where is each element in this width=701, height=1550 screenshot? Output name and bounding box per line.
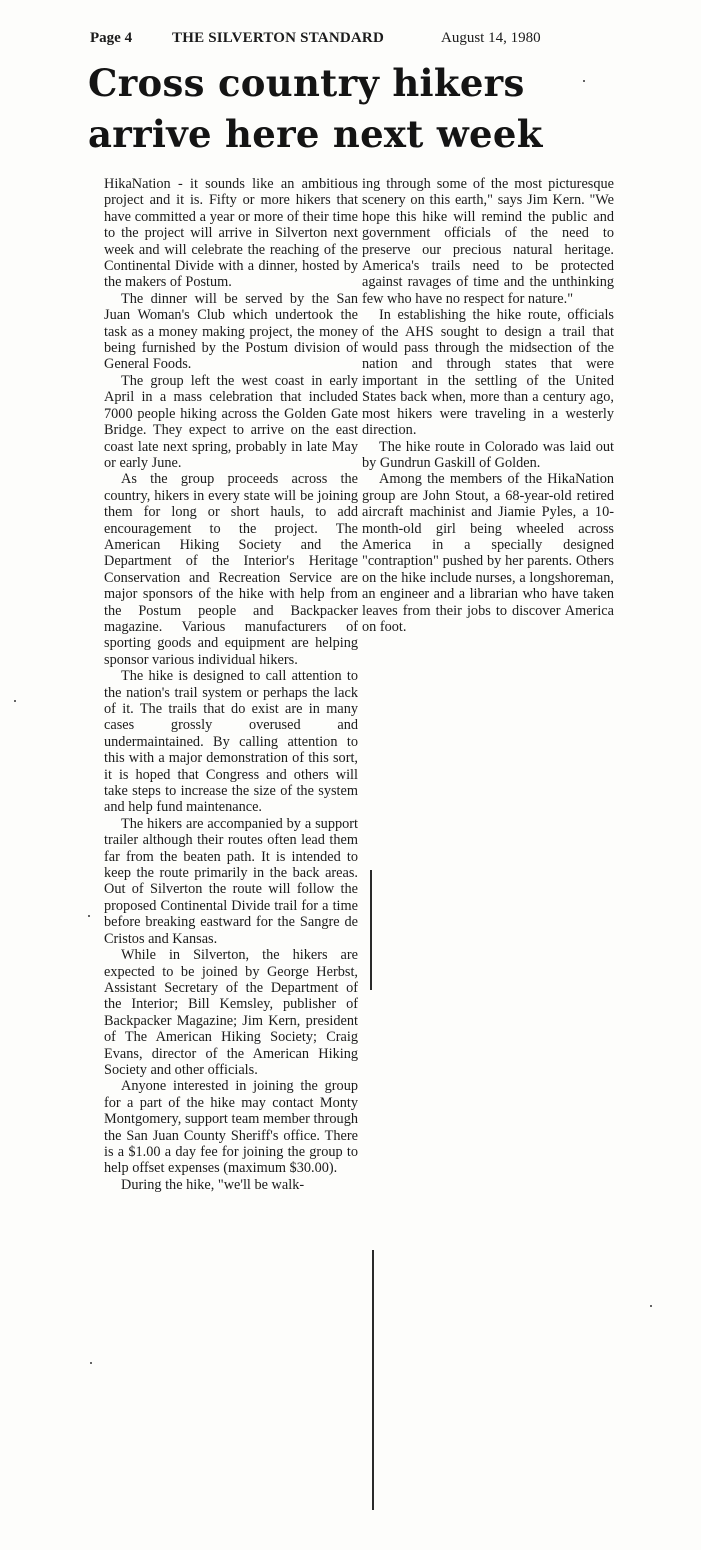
paragraph: Anyone interested in joining the group for a part of the hike may contact Monty Montgomery, support team member through the San Juan County Sheriff's office. There is a $1.00 a day fee for joining the group to help offset expenses (maximum $30.00). [104,1078,358,1177]
speck [88,915,90,917]
paragraph: The hikers are accompanied by a support trailer although their routes often lead them far from the beaten path. It is intended to keep the route primarily in the back areas. Out of Silverton the route will follow the proposed Continental Divide trail for a time before breaking eastward for the Sangre de Cristos and Kansas. [104,815,358,947]
paragraph: The group left the west coast in early April in a mass celebration that included 7000 people hiking across the Golden Gate Bridge. They expect to arrive on the east coast late next spring, probably in late May or early June. [104,372,358,471]
speck [90,1362,92,1364]
speck [14,700,16,702]
masthead [86,28,566,50]
newspaper-name: THE SILVERTON STANDARD [172,30,384,46]
page-number: Page 4 [90,30,133,46]
article-column-right [362,176,614,635]
paragraph: In establishing the hike route, officials of the AHS sought to design a trail that would pass through the midsection of the nation and through states that were important in the settling of the United States back when, more than a century ago, most hikers were traveling in a westerly direction. [362,307,614,439]
column-rule-mark [372,1250,374,1510]
headline [88,58,568,160]
article-column-left [104,176,358,1193]
headline-line-2: arrive here next week [88,112,543,156]
paragraph: The dinner will be served by the San Juan Woman's Club which undertook the task as a money making project, the money being furnished by the Postum division of General Foods. [104,290,358,373]
column-rule-mark [370,870,372,990]
issue-date: August 14, 1980 [441,30,541,46]
speck [583,80,585,82]
paragraph: HikaNation - it sounds like an ambitious project and it is. Fifty or more hikers that have committed a year or more of their time to the project will arrive in Silverton next week and will celebrate the reaching of the Continental Divide with a dinner, hosted by the makers of Postum. [104,176,358,291]
paragraph: The hike route in Colorado was laid out by Gundrun Gaskill of Golden. [362,438,614,471]
paragraph: Among the members of the HikaNation group are John Stout, a 68-year-old retired aircraft machinist and Jiamie Pyles, a 10-month-old girl being wheeled across America in a specially designed "contraption" pushed by her parents. Others on the hike include nurses, a longshoreman, an engineer and a librarian who have taken leaves from their jobs to discover America on foot. [362,471,614,635]
paragraph: ing through some of the most picturesque scenery on this earth," says Jim Kern. "We hope this hike will remind the public and government officials of the need to preserve our precious natural heritage. America's trails need to be protected against ravages of time and the unthinking few who have no respect for nature." [362,176,614,307]
paragraph: The hike is designed to call attention to the nation's trail system or perhaps the lack of it. The trails that do exist are in many cases grossly overused and undermaintained. By calling attention to this with a major demonstration of this sort, it is hoped that Congress and others will take steps to increase the size of the system and help fund maintenance. [104,668,358,816]
paragraph: As the group proceeds across the country, hikers in every state will be joining them for long or short hauls, to add encouragement to the project. The American Hiking Society and the Department of the Interior's Heritage Conservation and Recreation Service are major sponsors of the hike with help from the Postum people and Backpacker magazine. Various manufacturers of sporting goods and equipment are helping sponsor various individual hikers. [104,471,358,668]
paragraph: While in Silverton, the hikers are expected to be joined by George Herbst, Assistant Secretary of the Department of the Interior; Bill Kemsley, publisher of Backpacker Magazine; Jim Kern, president of The American Hiking Society; Craig Evans, director of the American Hiking Society and other officials. [104,947,358,1078]
speck [650,1305,652,1307]
paragraph: During the hike, "we'll be walk- [121,1176,305,1193]
headline-line-1: Cross country hikers [88,61,525,105]
